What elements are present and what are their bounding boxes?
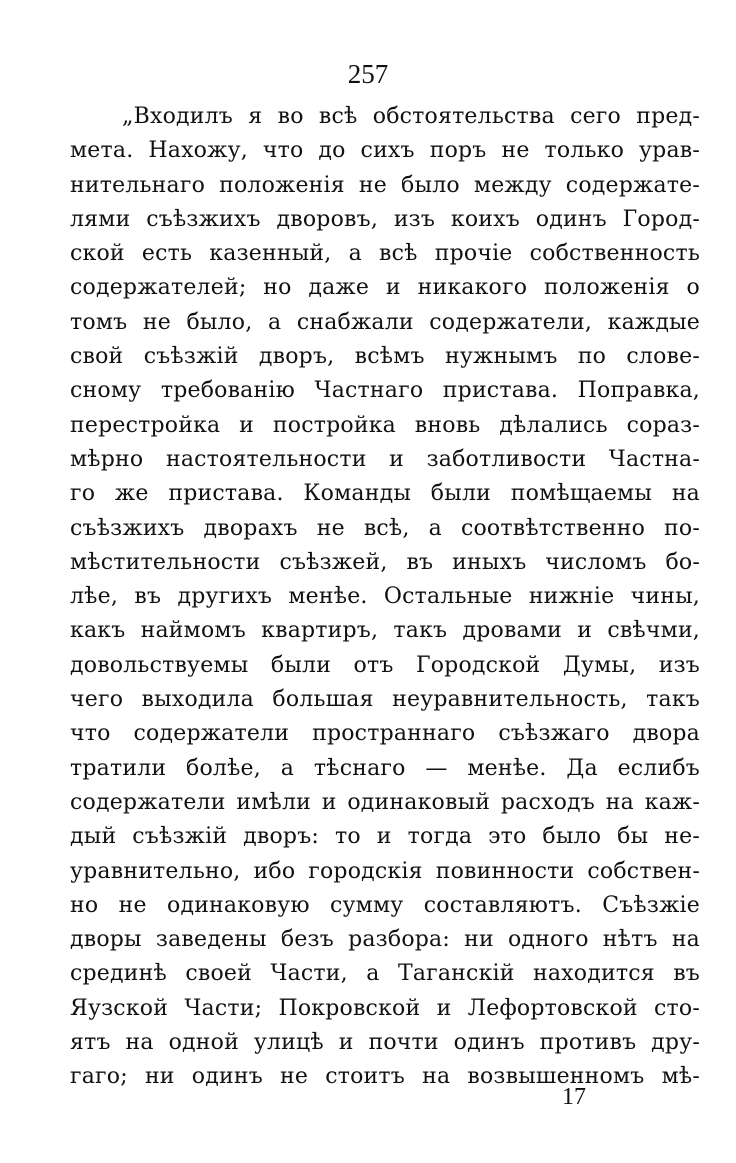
text-line: довольствуемы были отъ Городской Думы, изъ [70,652,700,678]
text-line: тратили болѣе, а тѣснаго — менѣе. Да еслибъ [70,755,700,781]
text-line: лѣе, въ другихъ менѣе. Остальные нижніе чины, [70,584,700,610]
text-line: перестройка и постройка вновь дѣлались сораз- [70,412,700,438]
text-line: что содержатели пространнаго съѣзжаго двора [70,721,700,747]
text-line: мѣстительности съѣзжей, въ иныхъ числомъ бо- [70,549,700,575]
text-line: съѣзжихъ дворахъ не всѣ, а соотвѣтственно по- [70,515,700,541]
text-line: гаго; ни одинъ не стоитъ на возвышенномъ мѣ- [70,1064,700,1090]
signature-mark: 17 [562,1084,586,1110]
body-text [70,100,700,1095]
page-number: 257 [347,59,389,89]
text-line: мета. Нахожу, что до сихъ поръ не только урав- [70,138,700,164]
text-line: чего выходила большая неуравнительность, такъ [70,687,700,713]
text-line: срединѣ своей Части, а Таганскій находится въ [70,961,700,987]
text-line: содержатели имѣли и одинаковый расходъ на каж- [70,789,700,815]
text-line: го же пристава. Команды были помѣщаемы на [70,481,700,507]
text-line: содержателей; но даже и никакого положенія о [70,275,700,301]
text-line: нительнаго положенія не было между содержате- [70,172,700,198]
text-line: мѣрно настоятельности и заботливости Частна- [70,446,700,472]
text-line: но не одинаковую сумму составляютъ. Съѣзжіе [70,892,700,918]
text-line: свой съѣзжій дворъ, всѣмъ нужнымъ по слове- [70,344,700,370]
text-line: лями съѣзжихъ дворовъ, изъ коихъ одинъ Город- [70,206,700,232]
text-line: ской есть казенный, а всѣ прочіе собственность [70,241,700,267]
text-line: дый съѣзжій дворъ: то и тогда это было бы не- [70,824,700,850]
text-line: ятъ на одной улицѣ и почти одинъ противъ дру- [70,1030,700,1056]
text-line: дворы заведены безъ разбора: ни одного нѣтъ на [70,927,700,953]
text-line: сному требованію Частнаго пристава. Поправка, [70,378,700,404]
text-line: Яузской Части; Покровской и Лефортовской сто- [70,995,700,1021]
text-line: какъ наймомъ квартиръ, такъ дровами и свѣчми, [70,618,700,644]
text-line: уравнительно, ибо городскія повинности собствен- [70,858,700,884]
text-line: „Входилъ я во всѣ обстоятельства сего пред- [122,104,700,129]
text-line: томъ не было, а снабжали содержатели, каждые [70,309,700,335]
